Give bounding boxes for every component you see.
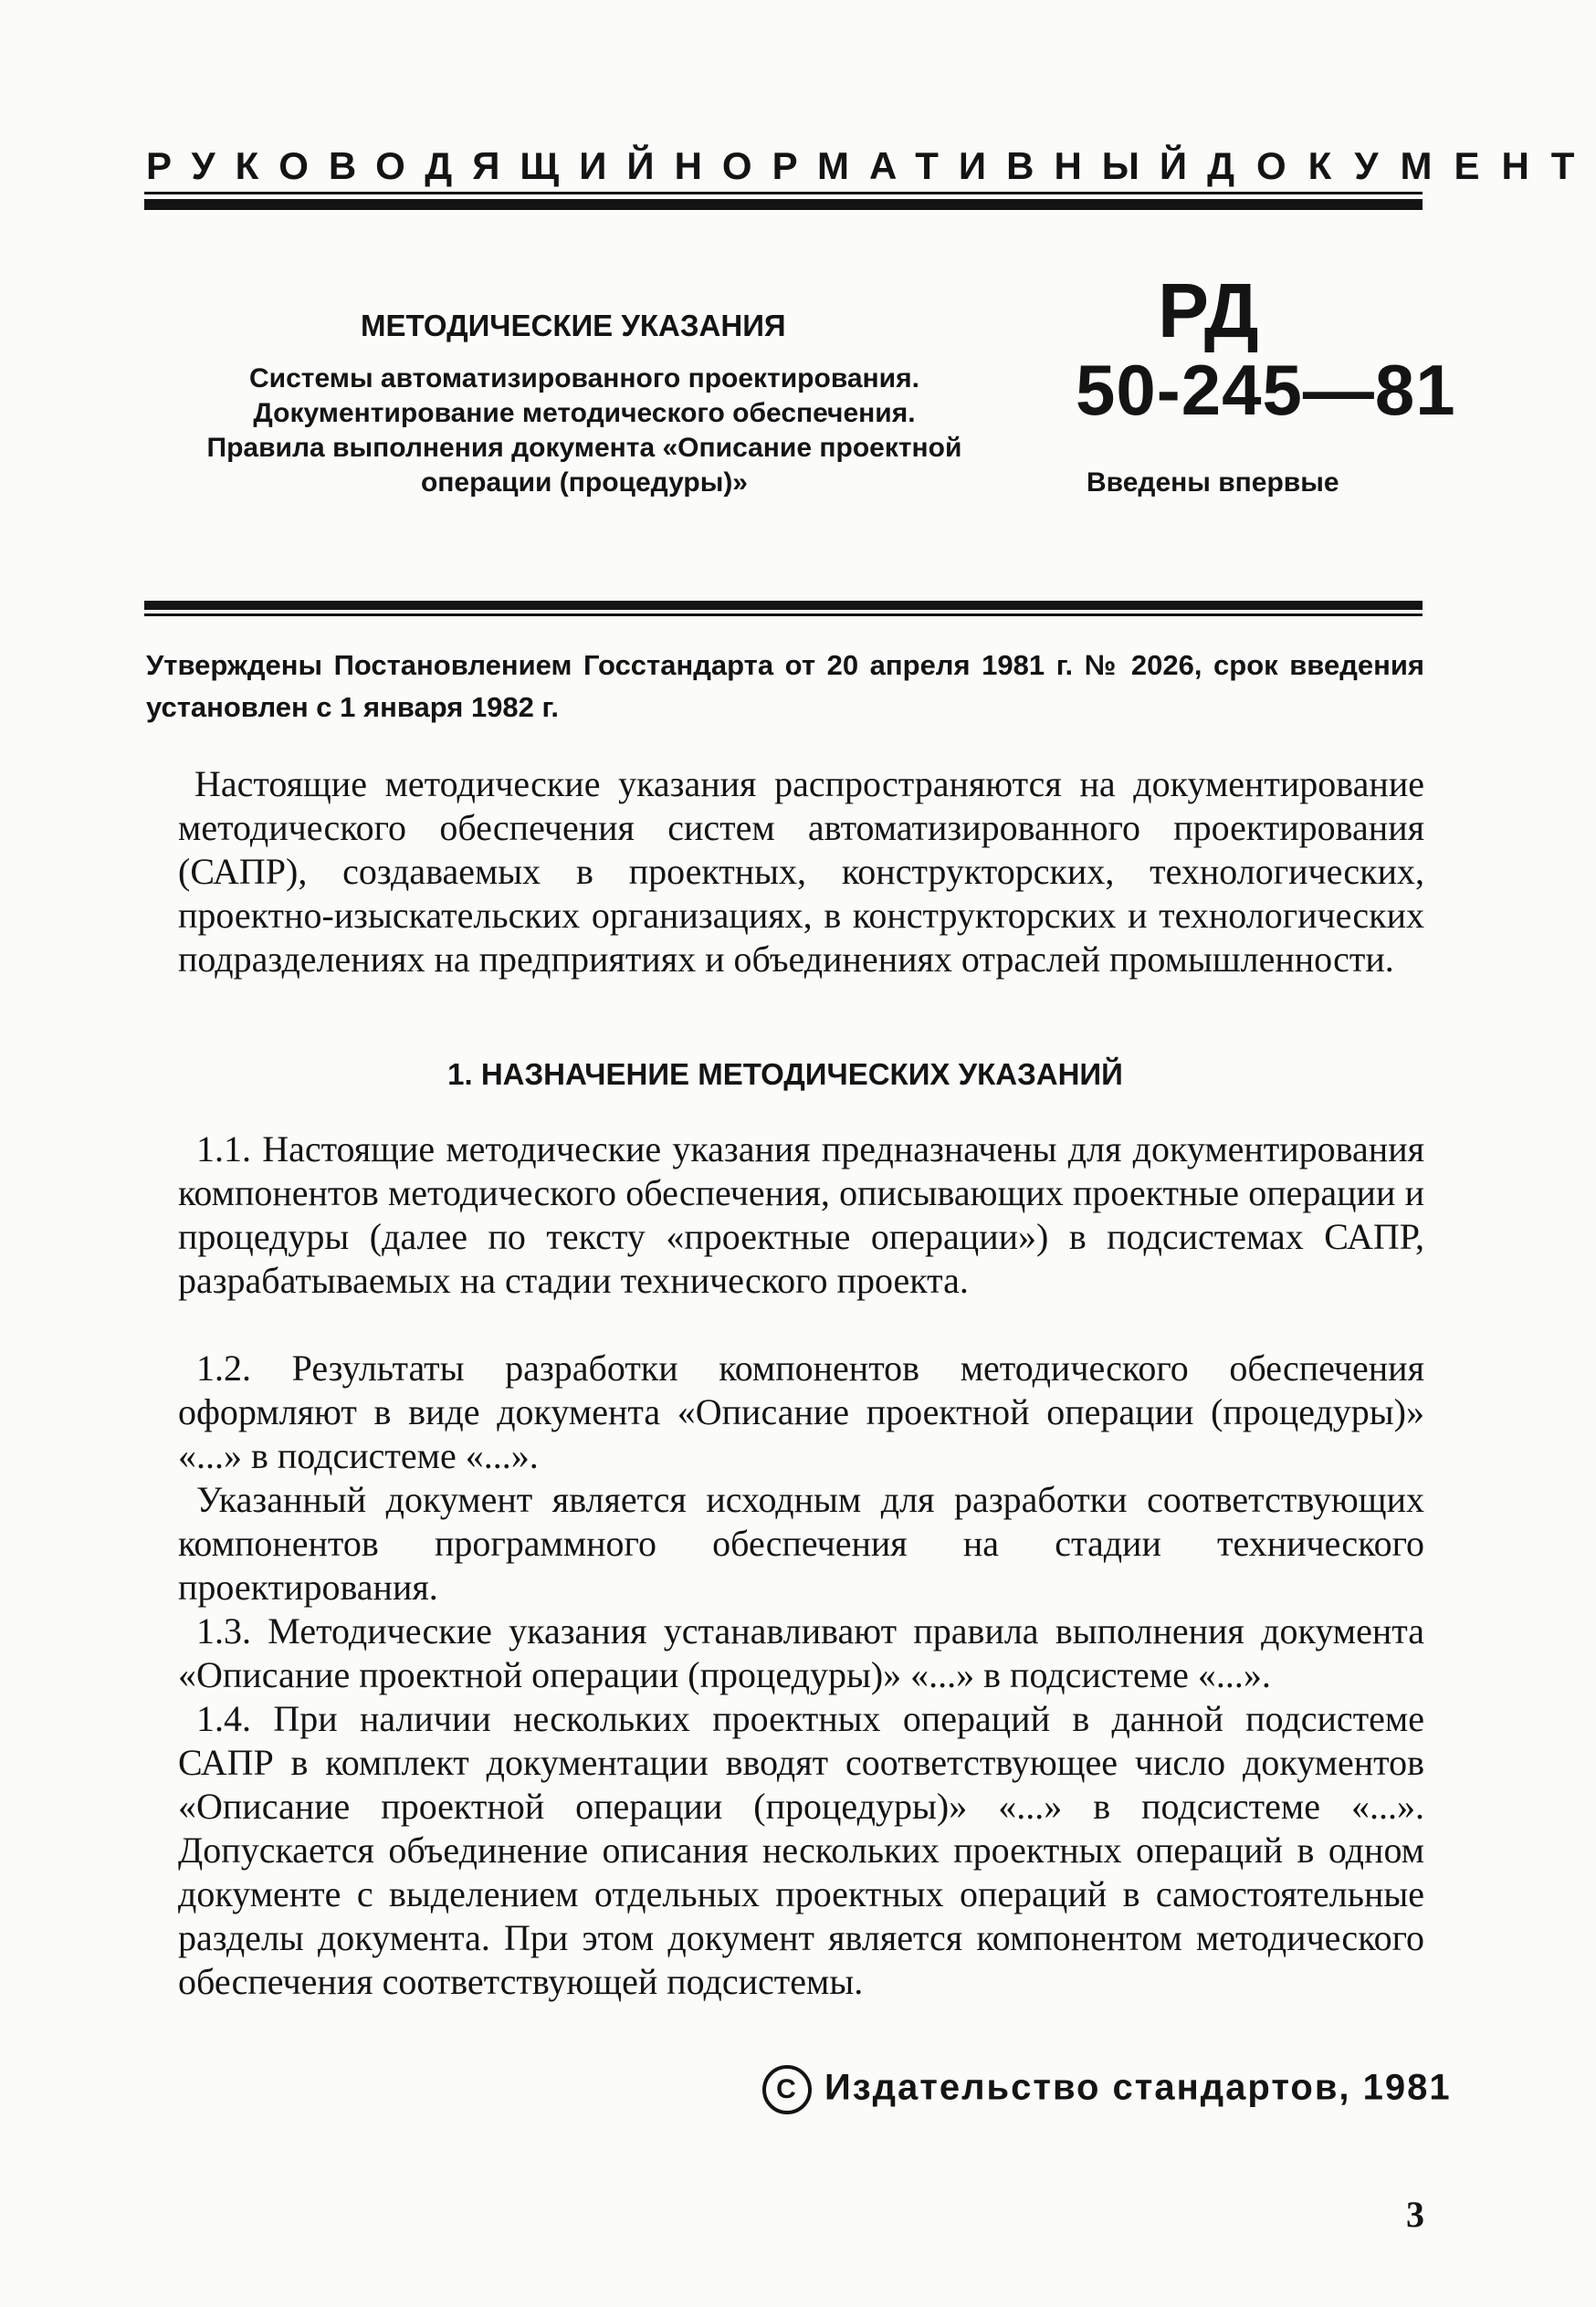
document-title: МЕТОДИЧЕСКИЕ УКАЗАНИЯ: [361, 309, 786, 342]
subtitle-line: Системы автоматизированного проектирования.: [249, 363, 919, 393]
band-word-3: ДОКУМЕНТ: [1207, 144, 1596, 187]
subtitle-line: операции (процедуры)»: [420, 467, 748, 498]
document-subtitle: [155, 362, 1013, 500]
page-number: 3: [1406, 2194, 1424, 2235]
subtitle-line: Документирование методического обеспечения.: [253, 398, 916, 428]
top-rule-thin: [144, 192, 1423, 194]
section-1-heading: 1. НАЗНАЧЕНИЕ МЕТОДИЧЕСКИХ УКАЗАНИЙ: [447, 1057, 1123, 1091]
approval-statement: Утверждены Постановлением Госстандарта от 20 апреля 1981 г. № 2026, срок введения установлен с 1 января 1982 г.: [146, 649, 1424, 723]
middle-rule: [144, 601, 1423, 610]
document-type-band: [146, 144, 1596, 188]
paragraph-1-3: 1.3. Методические указания устанавливают правила выполнения документа «Описание проектной операции (процедуры)» «...» в подсистеме «...».: [178, 1610, 1424, 1695]
band-word-1: РУКОВОДЯЩИЙ: [146, 144, 675, 187]
publisher-line: [762, 2065, 1452, 2114]
paragraph-1-2: 1.2. Результаты разработки компонентов методического обеспечения оформляют в виде документа «Описание проектной операции (процедуры)» «...» в подсистеме «...».: [178, 1347, 1424, 1476]
top-rule: [144, 199, 1423, 210]
publisher-text: Издательство стандартов, 1981: [824, 2067, 1452, 2108]
copyright-icon: C: [762, 2065, 812, 2114]
subtitle-line: Правила выполнения документа «Описание проектной: [206, 433, 962, 463]
band-word-2: НОРМАТИВНЫЙ: [674, 144, 1208, 187]
rd-label: РД: [1158, 267, 1259, 353]
rd-note: Введены впервые: [1087, 467, 1339, 498]
paragraph-1-4: 1.4. При наличии нескольких проектных операций в данной подсистеме САПР в комплект документации вводят соответствующее число документов «Описание проектной операции (процедуры)» «...» в подсистеме «...». Допускается объединение описания нескольких проектных операций в одном документе с выделением отдельных проектных операций в самостоятельные разделы документа. При этом документ является компонентом методического обеспечения соответствующей подсистемы.: [178, 1698, 1424, 2002]
paragraph-1-2-continued: Указанный документ является исходным для разработки соответствующих компонентов программного обеспечения на стадии технического проектирования.: [178, 1479, 1424, 1608]
paragraph-1-1: 1.1. Настоящие методические указания предназначены для документирования компонентов методического обеспечения, описывающих проектные операции и процедуры (далее по тексту «проектные операции») в подсистемах САПР, разрабатываемых на стадии технического проекта.: [178, 1128, 1424, 1301]
intro-paragraph: Настоящие методические указания распространяются на документирование методического обеспечения систем автоматизированного проектирования (САПР), создаваемых в проектных, конструкторских, технологических, проектно-изыскательских организациях, в конструкторских и технологических подразделениях на предприятиях и объединениях отраслей промышленности.: [178, 763, 1424, 980]
middle-rule-thin: [144, 613, 1423, 616]
rd-number: 50-245—81: [1076, 350, 1456, 430]
